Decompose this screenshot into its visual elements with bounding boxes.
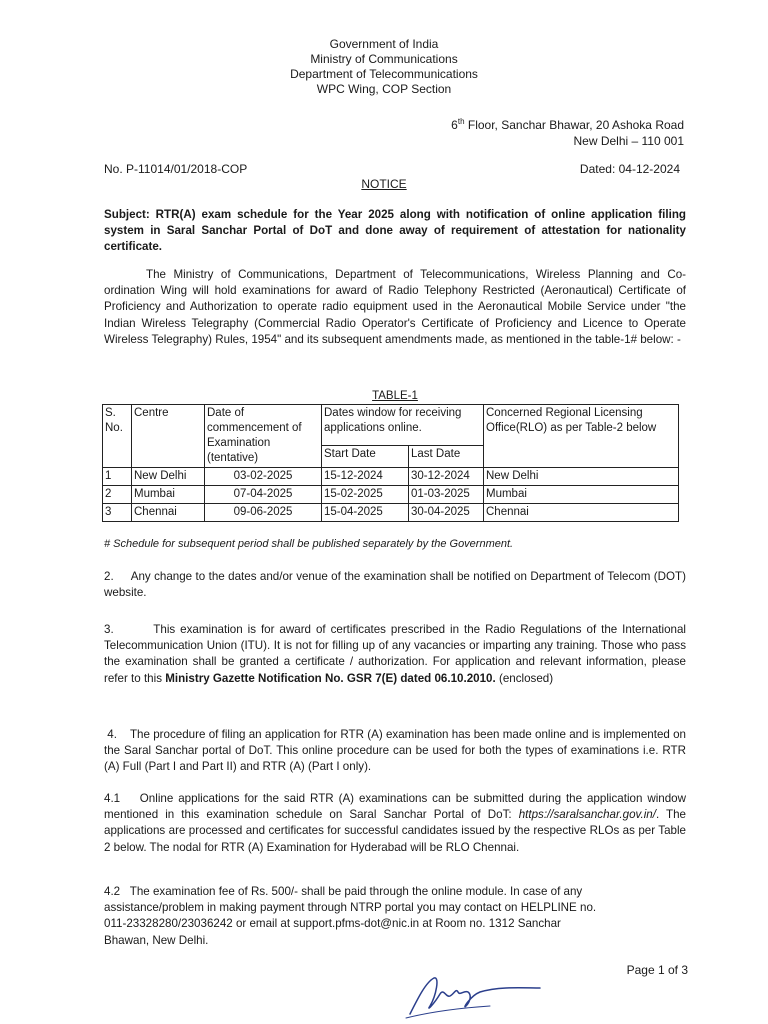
cell-centre: Chennai <box>132 504 205 522</box>
table-row <box>103 486 679 504</box>
header-sno: S. No. <box>103 405 132 468</box>
cell-sno: 1 <box>103 468 132 486</box>
letterhead-ministry: Ministry of Communications <box>310 52 458 66</box>
paragraph-4-1: 4.1 Online applications for the said RTR (A) examinations can be submitted during the application window mentioned in this examination schedule on Saral Sanchar Portal of DoT: https://saralsanchar.gov.in/. The applications are processed and certificates for successful candidates issued by the respective RLOs as per Table 2 below. The nodal for RTR (A) Examination for Hyderabad will be RLO Chennai. <box>104 792 686 854</box>
paragraph-4: 4. The procedure of filing an application for RTR (A) examination has been made online and is implemented on the Saral Sanchar portal of DoT. This online procedure can be used for both the types of examinations i.e. RTR (A) Full (Part I and Part II) and RTR (A) (Part I only). <box>104 728 686 774</box>
cell-last-date: 30-04-2025 <box>409 504 484 522</box>
cell-exam-date: 03-02-2025 <box>205 468 322 486</box>
cell-last-date: 30-12-2024 <box>409 468 484 486</box>
reference-number: No. P-11014/01/2018-COP <box>104 162 248 176</box>
paragraph-1: The Ministry of Communications, Department of Telecommunications, Wireless Planning and Co-ordination Wing will hold examinations for award of Radio Telephony Restricted (Aeronautical) Certificate of Proficiency and Authorization to operate radio equipment used in the Aeronautical Mobile Service under "the Indian Wireless Telegraphy (Commercial Radio Operator's Certificate of Proficiency and Licence to Operate Wireless Telegraphy) Rules, 1954" and its subsequent amendments made, as mentioned in the table-1# below: - <box>104 268 686 346</box>
address-line-2: New Delhi – 110 001 <box>573 134 684 148</box>
table-header-row <box>103 405 679 446</box>
letterhead-govt: Government of India <box>329 37 439 51</box>
subject-line: Subject: RTR(A) exam schedule for the Year 2025 along with notification of online application filing system in Saral Sanchar Portal of DoT and done away of requirement of attestation for nationality certificate. <box>104 208 686 254</box>
paragraph-4-2: 4.2 The examination fee of Rs. 500/- shall be paid through the online module. In case of any assistance/problem in making payment through NTRP portal you may contact on HELPLINE no. 011-23328280/23036242 or email at support.pfms-dot@nic.in at Room no. 1312 Sanchar Bhawan, New Delhi. <box>104 885 597 947</box>
cell-centre: Mumbai <box>132 486 205 504</box>
cell-centre: New Delhi <box>132 468 205 486</box>
letterhead-wing: WPC Wing, COP Section <box>316 82 452 96</box>
page-number: Page 1 of 3 <box>626 963 688 977</box>
cell-rlo: Chennai <box>484 504 679 522</box>
paragraph-2: 2. Any change to the dates and/or venue of the examination shall be notified on Department of Telecom (DOT) website. <box>104 570 686 600</box>
table-footnote: # Schedule for subsequent period shall be published separately by the Government. <box>104 538 514 550</box>
paragraph-3: 3. This examination is for award of certificates prescribed in the Radio Regulations of the International Telecommunication Union (ITU). It is not for filling up of any vacancies or imparting any training. Those who pass the examination shall be granted a certificate / authorization. For application and relevant information, please refer to this Ministry Gazette Notification No. GSR 7(E) dated 06.10.2010. (enclosed) <box>104 623 686 685</box>
portal-link[interactable]: https://saralsanchar.gov.in/ <box>518 808 656 822</box>
gazette-reference: Ministry Gazette Notification No. GSR 7(E) dated 06.10.2010. <box>165 671 496 685</box>
header-dates-window: Dates window for receiving applications online. <box>322 405 484 446</box>
cell-exam-date: 07-04-2025 <box>205 486 322 504</box>
cell-start-date: 15-02-2025 <box>322 486 409 504</box>
cell-sno: 3 <box>103 504 132 522</box>
table-row <box>103 468 679 486</box>
header-start-date: Start Date <box>322 445 409 467</box>
letterhead-department: Department of Telecommunications <box>290 67 478 81</box>
cell-sno: 2 <box>103 486 132 504</box>
header-last-date: Last Date <box>409 445 484 467</box>
header-centre: Centre <box>132 405 205 468</box>
address-line-1: 6th Floor, Sanchar Bhawar, 20 Ashoka Road <box>451 117 684 132</box>
table-row <box>103 504 679 522</box>
cell-start-date: 15-04-2025 <box>322 504 409 522</box>
cell-last-date: 01-03-2025 <box>409 486 484 504</box>
signature-mark <box>400 968 550 1022</box>
cell-exam-date: 09-06-2025 <box>205 504 322 522</box>
notice-title: NOTICE <box>361 177 407 191</box>
exam-schedule-table <box>102 404 679 522</box>
letterhead <box>0 37 768 97</box>
cell-start-date: 15-12-2024 <box>322 468 409 486</box>
header-exam-date: Date of commencement of Examination (tentative) <box>205 405 322 468</box>
notice-date: Dated: 04-12-2024 <box>579 162 680 176</box>
header-rlo: Concerned Regional Licensing Office(RLO) as per Table-2 below <box>484 405 679 468</box>
office-address <box>451 114 684 149</box>
table-title: TABLE-1 <box>372 390 418 402</box>
cell-rlo: Mumbai <box>484 486 679 504</box>
cell-rlo: New Delhi <box>484 468 679 486</box>
